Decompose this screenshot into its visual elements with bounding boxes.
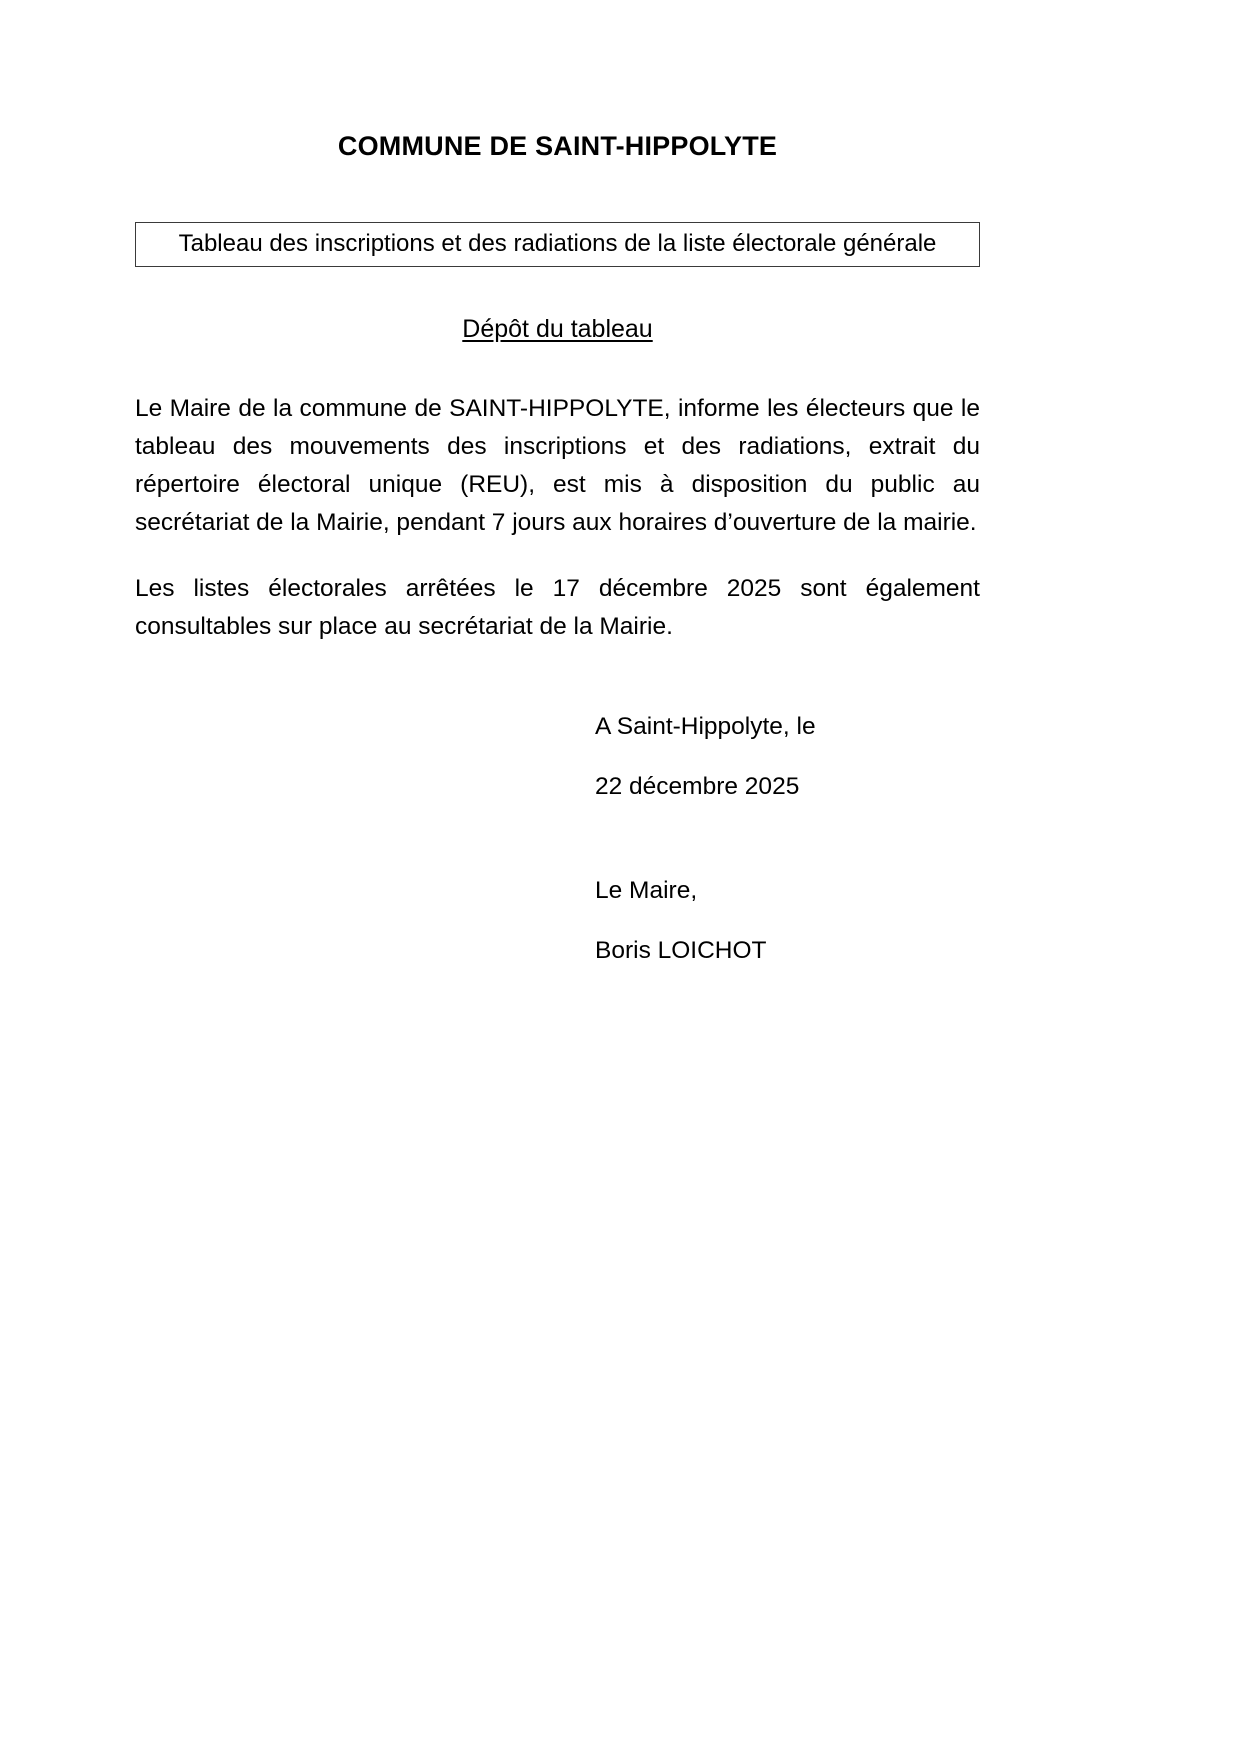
document-content xyxy=(135,0,980,970)
section-heading-label: Dépôt du tableau xyxy=(462,315,653,344)
page-title: COMMUNE DE SAINT-HIPPOLYTE xyxy=(337,131,778,161)
signature-name: Boris LOICHOT xyxy=(595,937,767,965)
signature-block xyxy=(135,708,980,970)
signature-spacer xyxy=(595,828,980,872)
signature-date: 22 décembre 2025 xyxy=(595,773,800,801)
body-paragraph-2: Les listes électorales arrêtées le 17 décembre 2025 sont également consultables sur place au secrétariat de la Mairie. xyxy=(135,575,980,641)
section-heading xyxy=(135,315,980,344)
body-paragraph-1: Le Maire de la commune de SAINT-HIPPOLYTE, informe les électeurs que le tableau des mouvements des inscriptions et des radiations, extrait du répertoire électoral unique (REU), est mis à disposition du public au secrétariat de la Mairie, pendant 7 jours aux horaires d’ouverture de la mairie. xyxy=(135,395,980,537)
signature-role: Le Maire, xyxy=(595,877,698,905)
signature-place: A Saint-Hippolyte, le xyxy=(595,713,816,741)
subtitle-box: Tableau des inscriptions et des radiations de la liste électorale générale xyxy=(135,222,980,267)
